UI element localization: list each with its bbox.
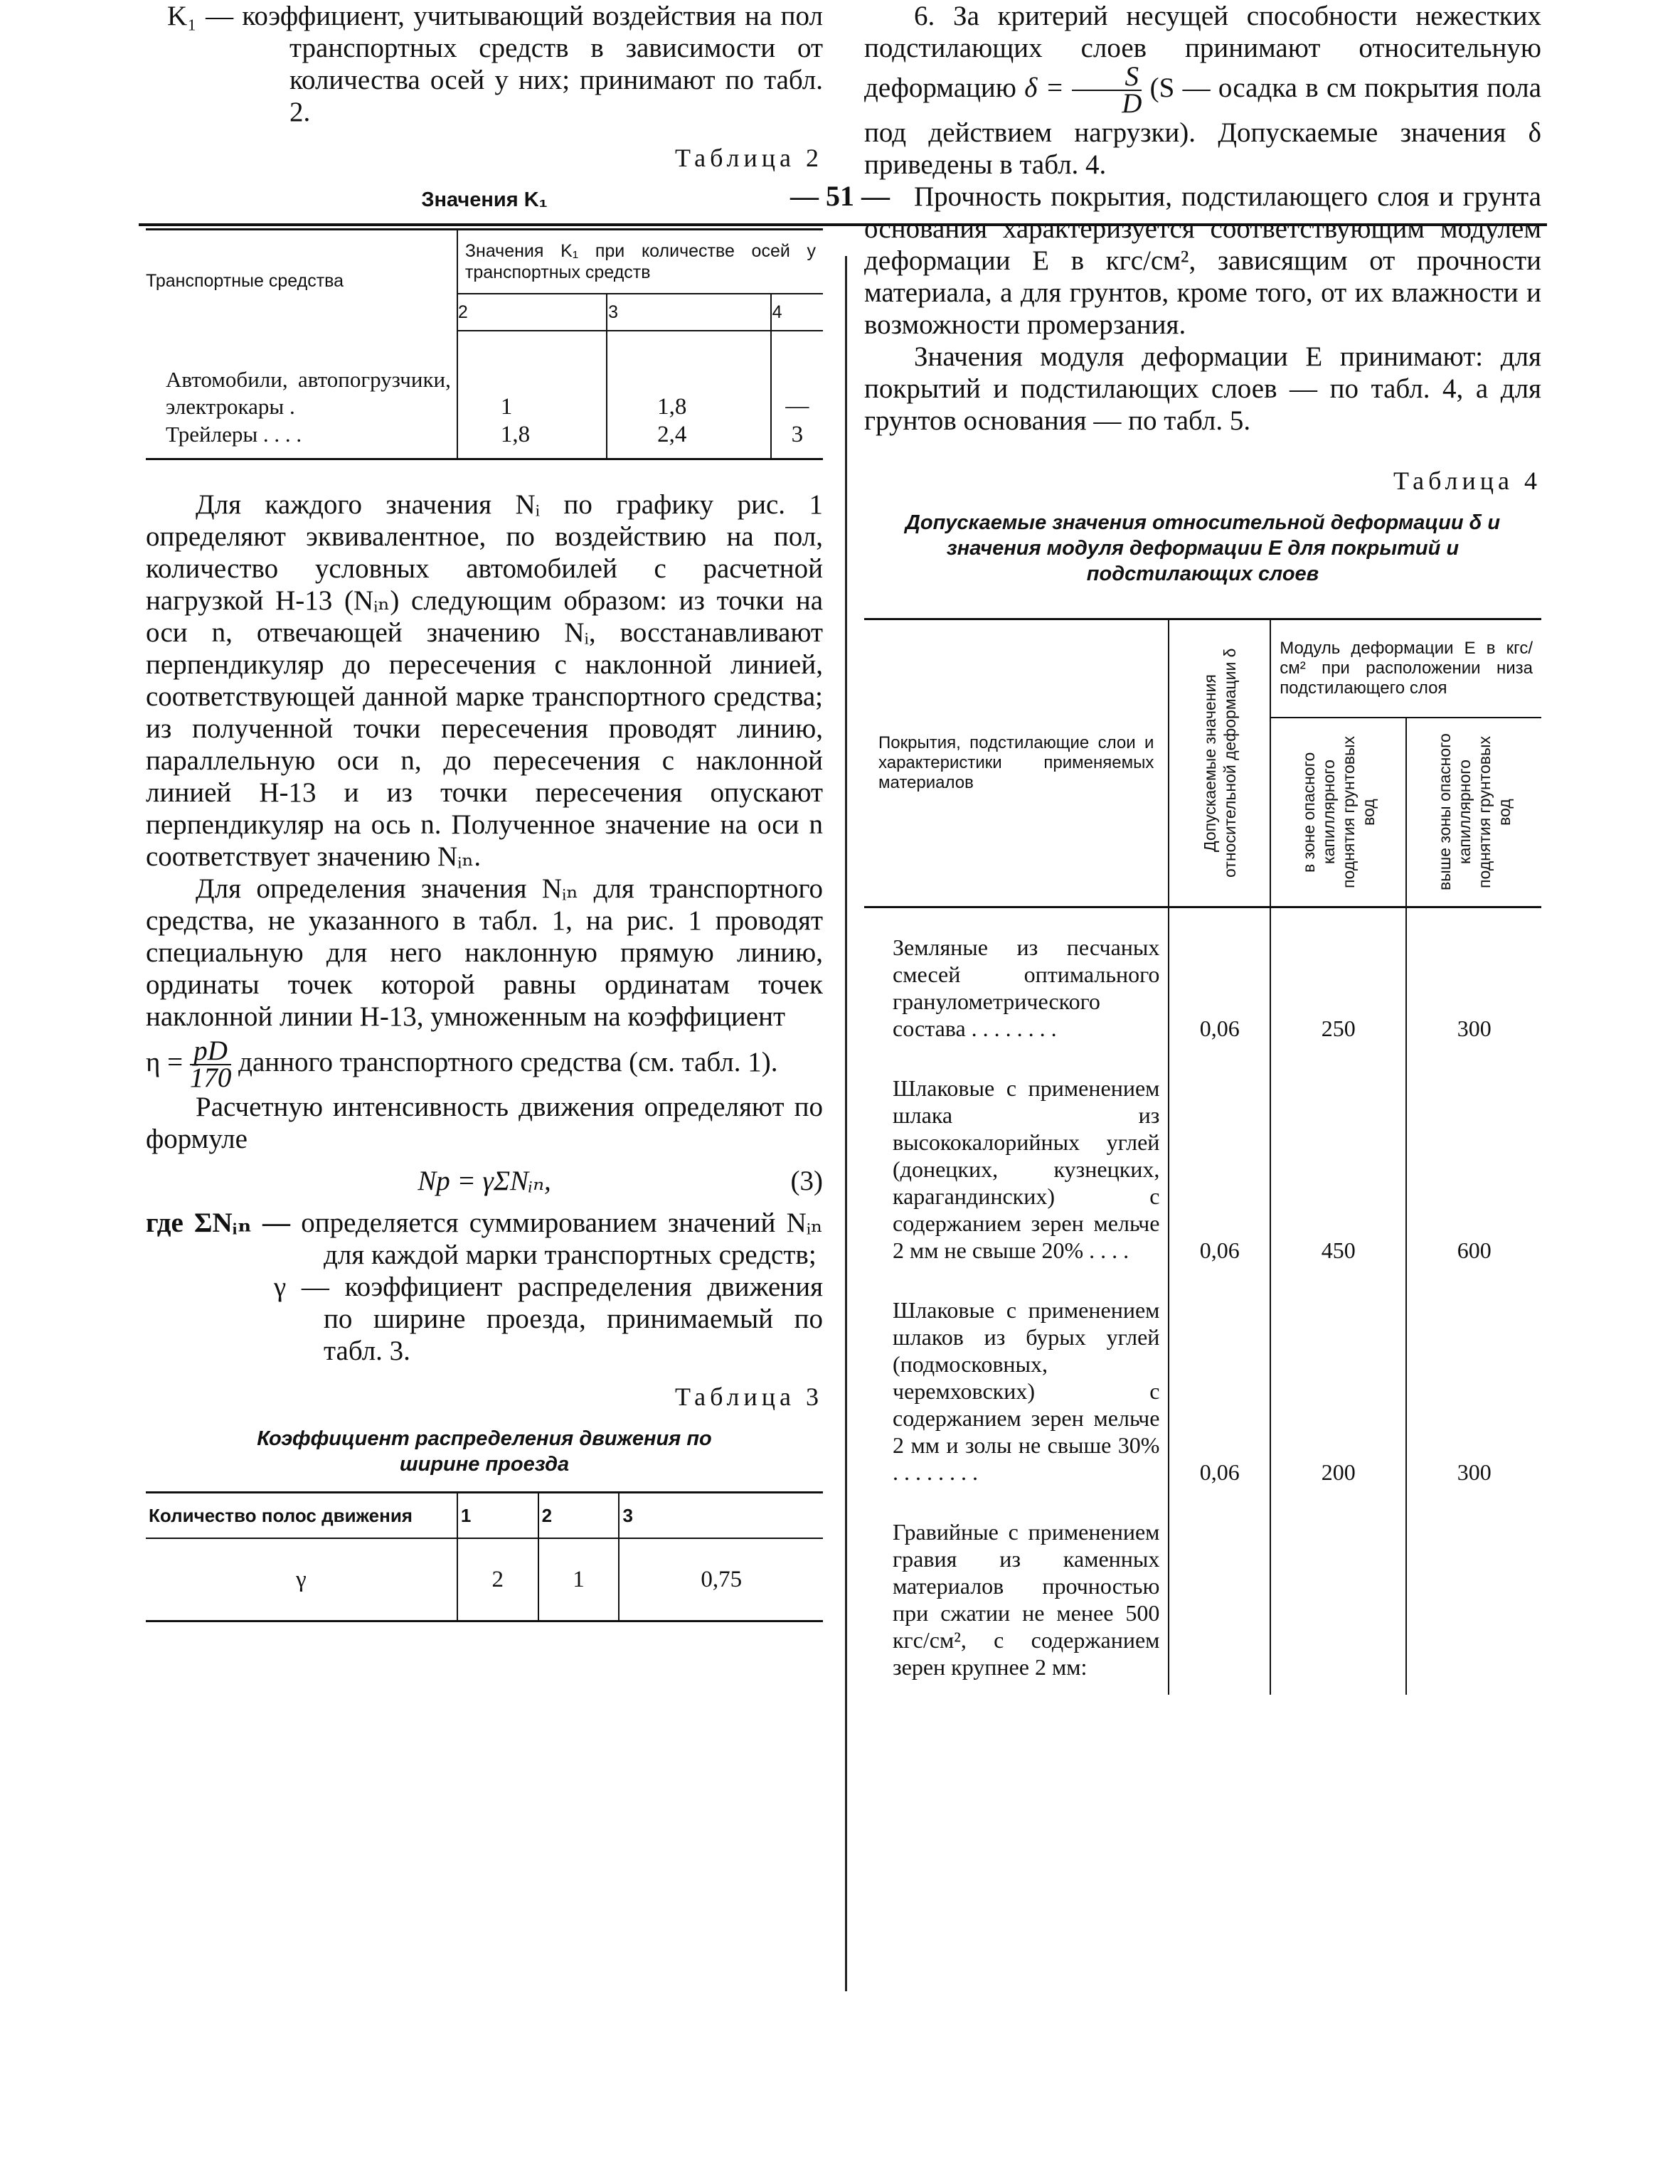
table2	[146, 228, 823, 460]
t4-row-2-delta: 0,06	[1169, 1049, 1270, 1271]
t4-head-zone-above-cell	[1406, 718, 1541, 907]
right-para-1	[864, 0, 1541, 181]
t2-axle-2: 2	[457, 294, 607, 331]
where-1-head: где ΣNᵢₙ —	[146, 1208, 291, 1238]
t3-head-3: 3	[619, 1493, 823, 1539]
t2-row-2-v1: 1,8	[457, 420, 607, 459]
delta-numerator: S	[1072, 64, 1142, 91]
table3-title: Коэффициент распределения движения по ширине проезда	[257, 1427, 712, 1476]
t4-row-2-in: 450	[1270, 1049, 1406, 1271]
left-para-3: Расчетную интенсивность движения определяют по формуле	[146, 1092, 823, 1154]
t2-row-1-v1: 1	[457, 331, 607, 420]
delta-fraction	[1072, 61, 1142, 119]
t2-axle-3: 3	[607, 294, 771, 331]
t2-row-2-v3: 3	[771, 420, 823, 459]
delta-symbol: δ =	[1024, 72, 1064, 103]
eta-denominator: 170	[189, 1062, 232, 1093]
t3-head-1: 1	[457, 1493, 538, 1539]
where-2-text: коэффициент распределения движения по ширине проезда, принимаемый по табл. 3.	[324, 1272, 824, 1366]
table2-title: Значения K₁	[421, 188, 548, 211]
where-2	[146, 1271, 823, 1367]
k1-definition: K₁ — коэффициент, учитывающий воздействия на пол транспортных средств в зависимости от количества осей у них; принимают по табл. 2.	[167, 1, 823, 127]
t4-row-4-name: Гравийные с применением гравия из каменных материалов прочностью при сжатии не менее 500 кгс/см², с содержанием зерен крупнее 2 мм:	[893, 1519, 1160, 1680]
left-para-2b: данного транспортного средства (см. табл. 1).	[238, 1046, 778, 1077]
t4-row-3-in: 200	[1270, 1271, 1406, 1493]
t4-head-modulus: Модуль деформации E в кгс/см² при расположении низа подстилающего слоя	[1270, 619, 1541, 718]
t4-row-1-in: 250	[1270, 907, 1406, 1050]
t3-v2: 1	[538, 1538, 620, 1621]
t4-row-2-name: Шлаковые с применением шлака из высококалорийных углей (донецких, кузнецких, карагандинских) с содержанием зерен мельче 2 мм не свыше 20% . . . .	[893, 1075, 1160, 1263]
where-1	[146, 1207, 823, 1271]
eta-fraction	[189, 1035, 232, 1093]
right-para-1b: (S — осадка в см покрытия пола под действием нагрузки). Допускаемые значения δ приведены в табл. 4.	[864, 72, 1542, 180]
t4-head-zone-above: выше зоны опасного капиллярного поднятия грунтовых вод	[1435, 733, 1514, 891]
t2-row-1-v2: 1,8	[607, 331, 771, 420]
t4-row-4-in	[1270, 1493, 1406, 1695]
eta-numerator: pD	[190, 1038, 232, 1065]
t2-head-vehicles: Транспортные средства	[146, 270, 344, 291]
t4-row-1-above: 300	[1406, 907, 1541, 1050]
t3-v1: 2	[457, 1538, 538, 1621]
t2-row-1-v3: —	[771, 331, 823, 420]
right-para-1-text: 6. За критерий несущей способности нежестких подстилающих слоев принимают относительную деформацию	[864, 1, 1541, 103]
t4-head-material: Покрытия, подстилающие слои и характеристики применяемых материалов	[878, 733, 1154, 792]
t4-row-3-delta: 0,06	[1169, 1271, 1270, 1493]
t3-gamma: γ	[296, 1567, 307, 1592]
table3-caption: Таблица 3	[675, 1383, 823, 1411]
t4-head-zone-in: в зоне опасного капиллярного поднятия грунтовых вод	[1299, 735, 1378, 888]
left-column	[146, 0, 823, 1622]
formula-number: (3)	[790, 1166, 823, 1196]
t2-row-1-name: Автомобили, автопогрузчики, электрокары .	[166, 367, 451, 419]
page-number: — 51 —	[790, 180, 890, 212]
t3-head-lanes: Количество полос движения	[146, 1493, 457, 1539]
eta-symbol: η =	[146, 1046, 184, 1077]
formula-3	[146, 1165, 823, 1197]
t2-axle-4: 4	[771, 294, 823, 331]
right-column	[864, 0, 1541, 1695]
table3	[146, 1491, 823, 1622]
t4-row-4-above	[1406, 1493, 1541, 1695]
where-1-text: определяется суммированием значений Nᵢₙ для каждой марки транспортных средств;	[301, 1208, 824, 1270]
formula-body: Nр = γΣNᵢₙ,	[418, 1166, 551, 1196]
t3-head-2: 2	[538, 1493, 620, 1539]
table4-title: Допускаемые значения относительной деформации δ и значения модуля деформации E для покрытий и подстилающих слоев	[905, 511, 1501, 585]
table4-caption: Таблица 4	[1393, 467, 1541, 495]
t4-row-3-above: 300	[1406, 1271, 1541, 1493]
where-2-head: γ —	[274, 1272, 329, 1302]
right-para-2: Прочность покрытия, подстилающего слоя и грунта основания характеризуется соответствующим модулем деформации E в кгс/см², зависящим от прочности материала, а для грунтов, кроме того, от их влажности и возможности промерзания.	[864, 181, 1541, 340]
t2-row-2-v2: 2,4	[607, 420, 771, 459]
table2-caption: Таблица 2	[675, 144, 823, 172]
t2-row-2-name: Трейлеры . . . .	[166, 422, 302, 447]
t2-head-group: Значения K₁ при количестве осей у транспортных средств	[457, 230, 823, 294]
left-para-1: Для каждого значения Nᵢ по графику рис. 1 определяют эквивалентное, по воздействию на пол, количество условных автомобилей с расчетной нагрузкой Н-13 (Nᵢₙ) следующим образом: из точки на оси n, отвечающей значению Nᵢ, восстанавливают перпендикуляр до пересечения с наклонной линией, соответствующей данной марке транспортного средства; из полученной точки пересечения проводят линию, параллельную оси n, до пересечения с наклонной линией Н-13 и из точки пересечения опускают перпендикуляр на ось n. Полученное значение на оси n соответствует значению Nᵢₙ.	[146, 489, 823, 872]
t4-row-3-name: Шлаковые с применением шлаков из бурых углей (подмосковных, черемховских) с содержанием зерен мельче 2 мм и золы не свыше 30% . . . . . . . .	[893, 1297, 1160, 1485]
t4-row-2-above: 600	[1406, 1049, 1541, 1271]
right-para-3: Значения модуля деформации E принимают: для покрытий и подстилающих слоев — по табл. 4, а для грунтов основания — по табл. 5.	[864, 341, 1541, 436]
t4-row-1-delta: 0,06	[1169, 907, 1270, 1050]
t4-head-zone-in-cell	[1270, 718, 1406, 907]
t4-row-1-name: Земляные из песчаных смесей оптимального гранулометрического состава . . . . . . . .	[864, 907, 1169, 1050]
eta-line	[146, 1035, 823, 1093]
column-divider	[845, 256, 847, 1991]
t3-v3: 0,75	[619, 1538, 823, 1621]
t4-head-delta: Допускаемые значения относительной деформации δ	[1200, 648, 1239, 878]
delta-denominator: D	[1122, 88, 1142, 119]
table4	[864, 618, 1541, 1695]
t4-head-delta-cell	[1169, 619, 1270, 907]
t4-row-4-delta	[1169, 1493, 1270, 1695]
left-para-2a: Для определения значения Nᵢₙ для транспортного средства, не указанного в табл. 1, на рис. 1 проводят специальную для него наклонную прямую линию, ординаты точек которой равны ординатам точек наклонной линии Н-13, умноженным на коэффициент	[146, 873, 823, 1032]
